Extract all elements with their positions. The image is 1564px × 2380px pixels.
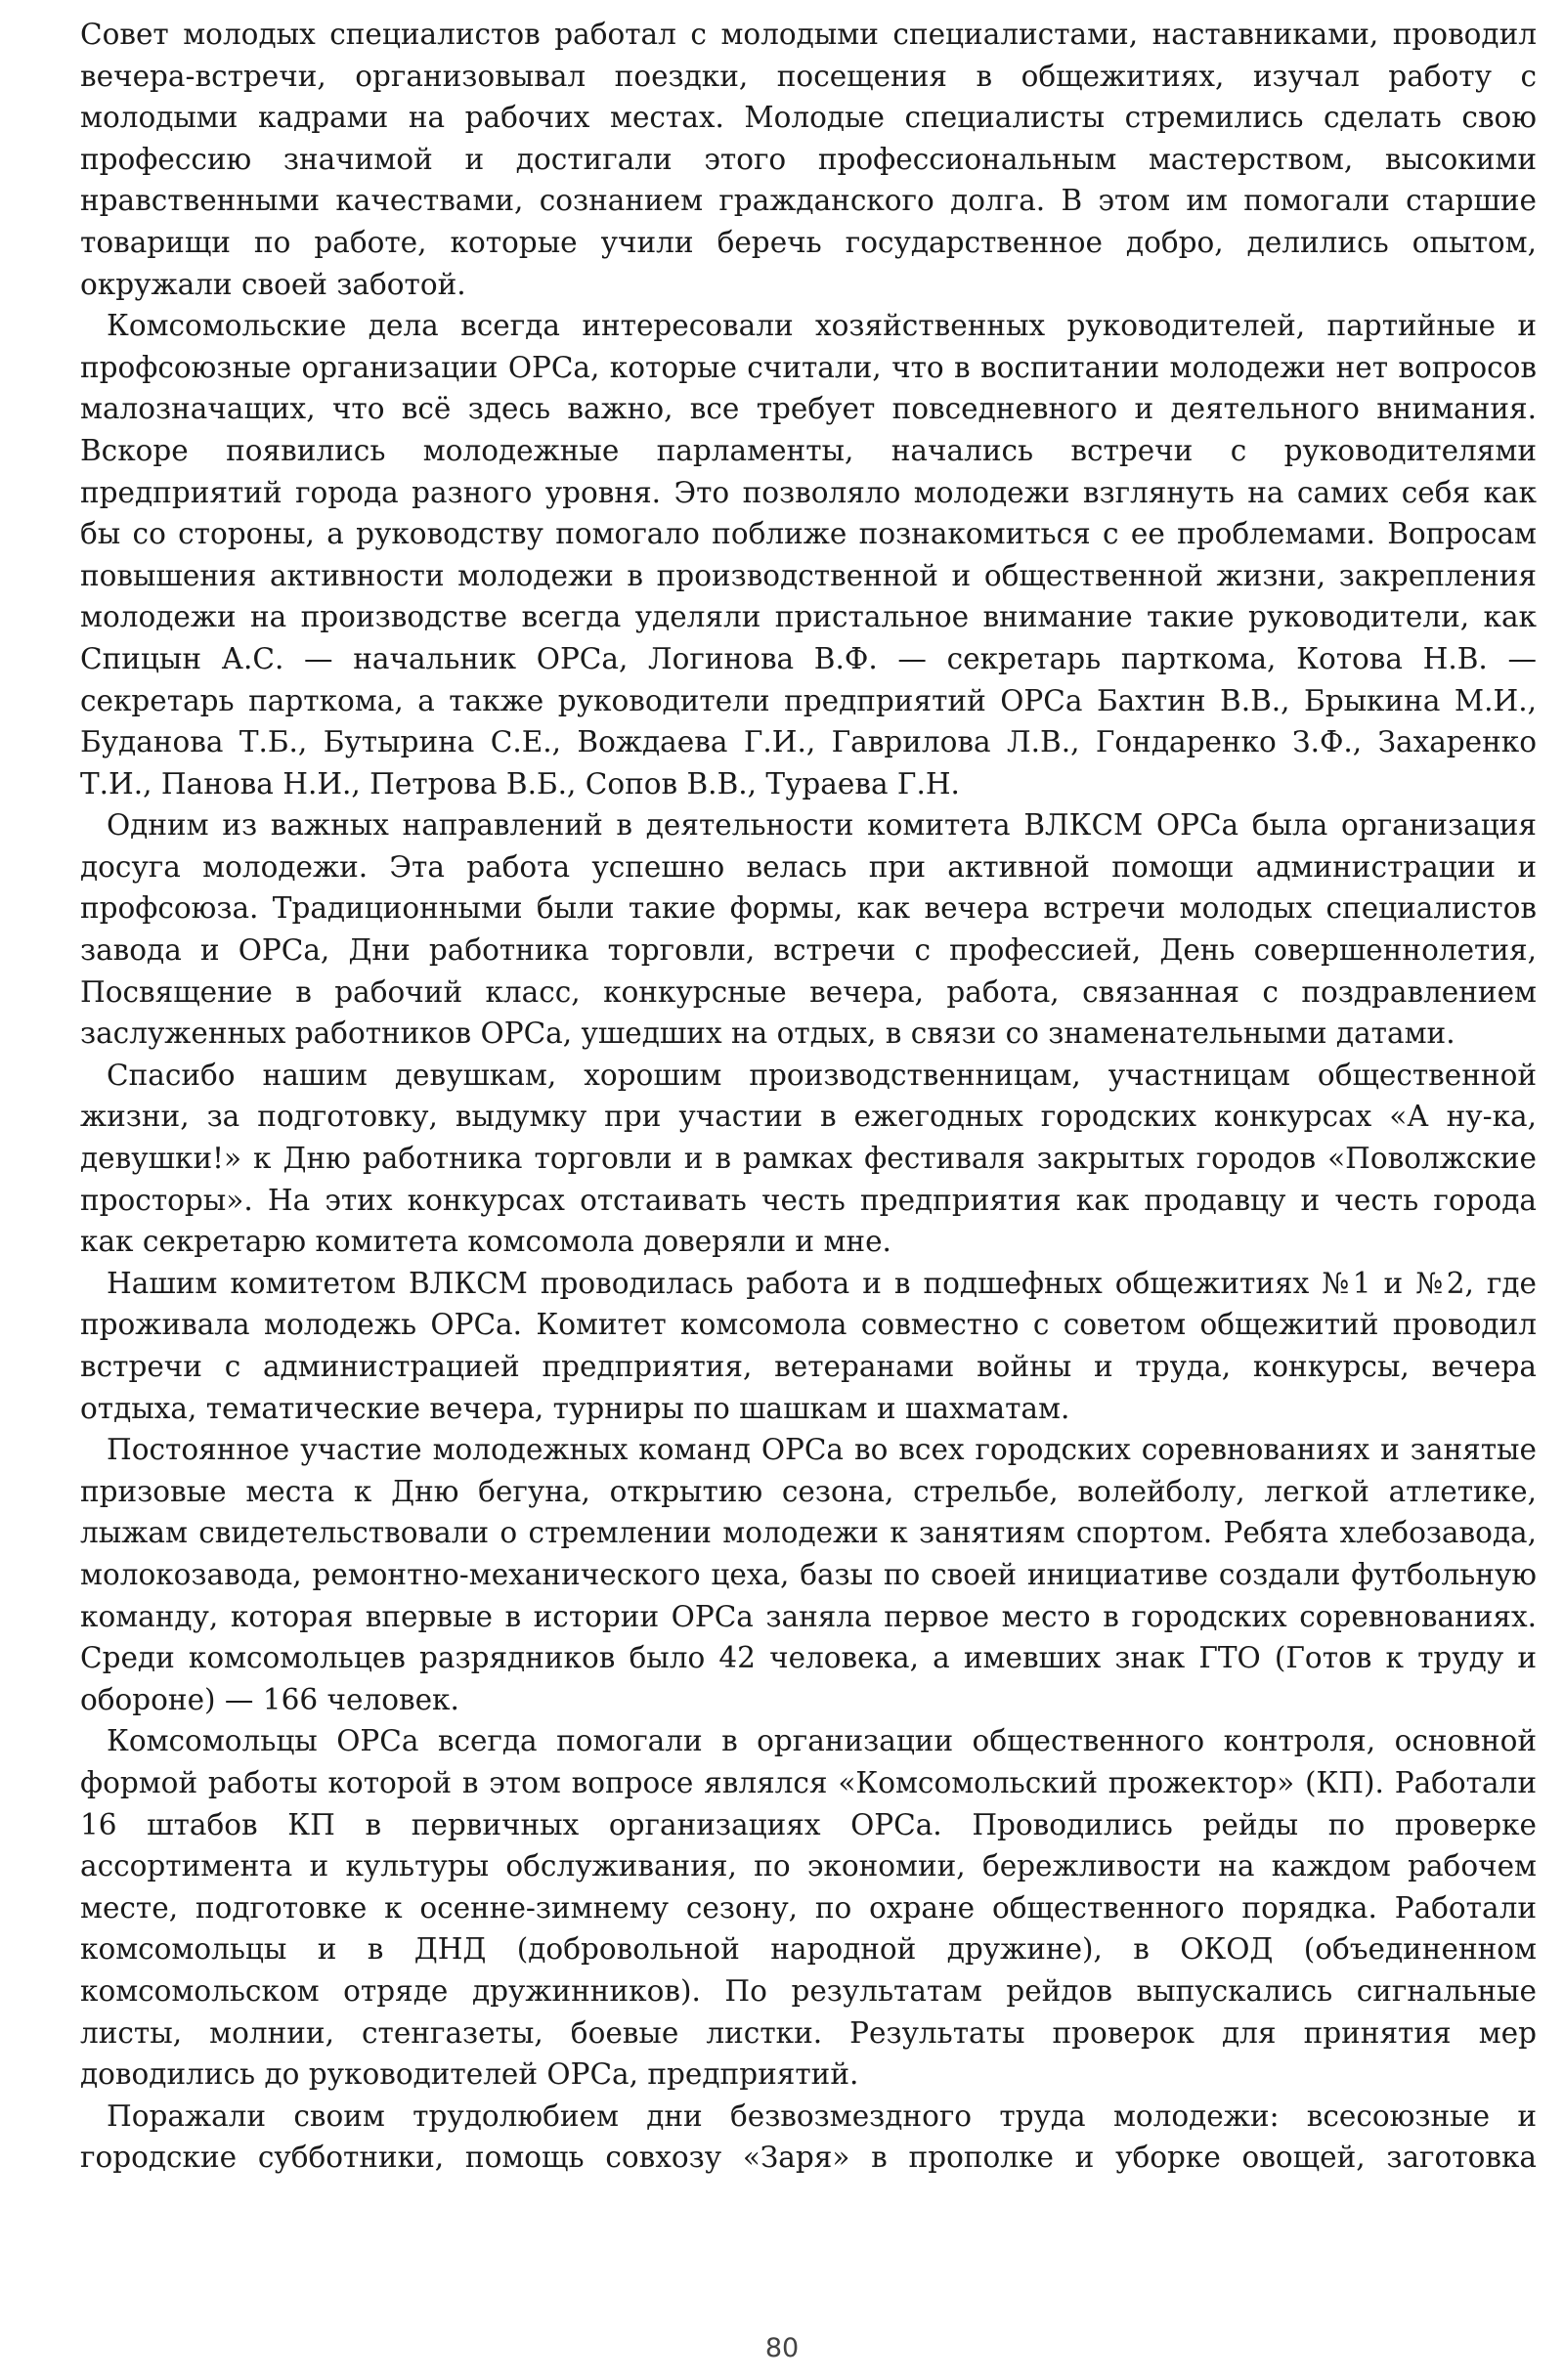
paragraph-1: Совет молодых специалистов работал с молодыми специалистами, наставниками, проводил вечера-встречи, организовывал поездки, посещения в общежитиях, изучал работу с молодыми кадрами на рабочих местах. Молодые специалисты стремились сделать свою профессию значимой и достигали этого профессиональным мастерством, высокими нравственными качествами, сознанием гражданского долга. В этом им помогали старшие товарищи по работе, которые учили беречь государственное добро, делились опытом, окружали своей заботой.: [80, 18, 1537, 301]
paragraph-8: Поражали своим трудолюбием дни безвозмездного труда молодежи: всесоюзные и городские субботники, помощь совхозу «Заря» в прополке и уборке овощей, заготовка: [80, 2099, 1537, 2175]
paragraph-6: Постоянное участие молодежных команд ОРСа во всех городских соревнованиях и занятые призовые места к Дню бегуна, открытию сезона, стрельбе, волейболу, легкой атлетике, лыжам свидетельствовали о стремлении молодежи к занятиям спортом. Ребята хлебозавода, молокозавода, ремонтно-механического цеха, базы по своей инициативе создали футбольную команду, которая впервые в истории ОРСа заняла первое место в городских соревнованиях. Среди комсомольцев разрядников было 42 человека, а имевших знак ГТО (Готов к труду и обороне) — 166 человек.: [80, 1433, 1537, 1716]
paragraph-3: Одним из важных направлений в деятельности комитета ВЛКСМ ОРСа была организация досуга молодежи. Эта работа успешно велась при активной помощи администрации и профсоюза. Традиционными были такие формы, как вечера встречи молодых специалистов завода и ОРСа, Дни работника торговли, встречи с профессией, День совершеннолетия, Посвящение в рабочий класс, конкурсные вечера, работа, связанная с поздравлением заслуженных работников ОРСа, ушедших на отдых, в связи со знаменательными датами.: [80, 808, 1537, 1051]
paragraph-4: Спасибо нашим девушкам, хорошим производственницам, участницам общественной жизни, за подготовку, выдумку при участии в ежегодных городских конкурсах «А ну-ка, девушки!» к Дню работника торговли и в рамках фестиваля закрытых городов «Поволжские просторы». На этих конкурсах отстаивать честь предприятия как продавцу и честь города как секретарю комитета комсомола доверяли и мне.: [80, 1058, 1537, 1259]
paragraph-7: Комсомольцы ОРСа всегда помогали в организации общественного контроля, основной формой работы которой в этом вопросе являлся «Комсомольский прожектор» (КП). Работали 16 штабов КП в первичных организациях ОРСа. Проводились рейды по проверке ассортимента и культуры обслуживания, по экономии, бережливости на каждом рабочем месте, подготовке к осенне-зимнему сезону, по охране общественного порядка. Работали комсомольцы и в ДНД (добровольной народной дружине), в ОКОД (объединенном комсомольском отряде дружинников). По результатам рейдов выпускались сигнальные листы, молнии, стенгазеты, боевые листки. Результаты проверок для принятия мер доводились до руководителей ОРСа, предприятий.: [80, 1724, 1537, 2092]
paragraph-5: Нашим комитетом ВЛКСМ проводилась работа и в подшефных общежитиях №1 и №2, где проживала молодежь ОРСа. Комитет комсомола совместно с советом общежитий проводил встречи с администрацией предприятия, ветеранами войны и труда, конкурсы, вечера отдыха, тематические вечера, турниры по шашкам и шахматам.: [80, 1266, 1537, 1425]
page-number: 80: [764, 2333, 800, 2363]
page-body: [80, 14, 1537, 2179]
paragraph-2: Комсомольские дела всегда интересовали хозяйственных руководителей, партийные и профсоюзные организации ОРСа, которые считали, что в воспитании молодежи нет вопросов малозначащих, что всё здесь важно, все требует повседневного и деятельного внимания. Вскоре появились молодежные парламенты, начались встречи с руководителями предприятий города разного уровня. Это позволяло молодежи взглянуть на самих себя как бы со стороны, а руководству помогало поближе познакомиться с ее проблемами. Вопросам повышения активности молодежи в производственной и общественной жизни, закрепления молодежи на производстве всегда уделяли пристальное внимание такие руководители, как Спицын А.С. — начальник ОРСа, Логинова В.Ф. — секретарь парткома, Котова Н.В. — секретарь парткома, а также руководители предприятий ОРСа Бахтин В.В., Брыкина М.И., Буданова Т.Б., Бутырина С.Е., Вождаева Г.И., Гаврилова Л.В., Гондаренко З.Ф., Захаренко Т.И., Панова Н.И., Петрова В.Б., Сопов В.В., Тураева Г.Н.: [80, 309, 1537, 801]
